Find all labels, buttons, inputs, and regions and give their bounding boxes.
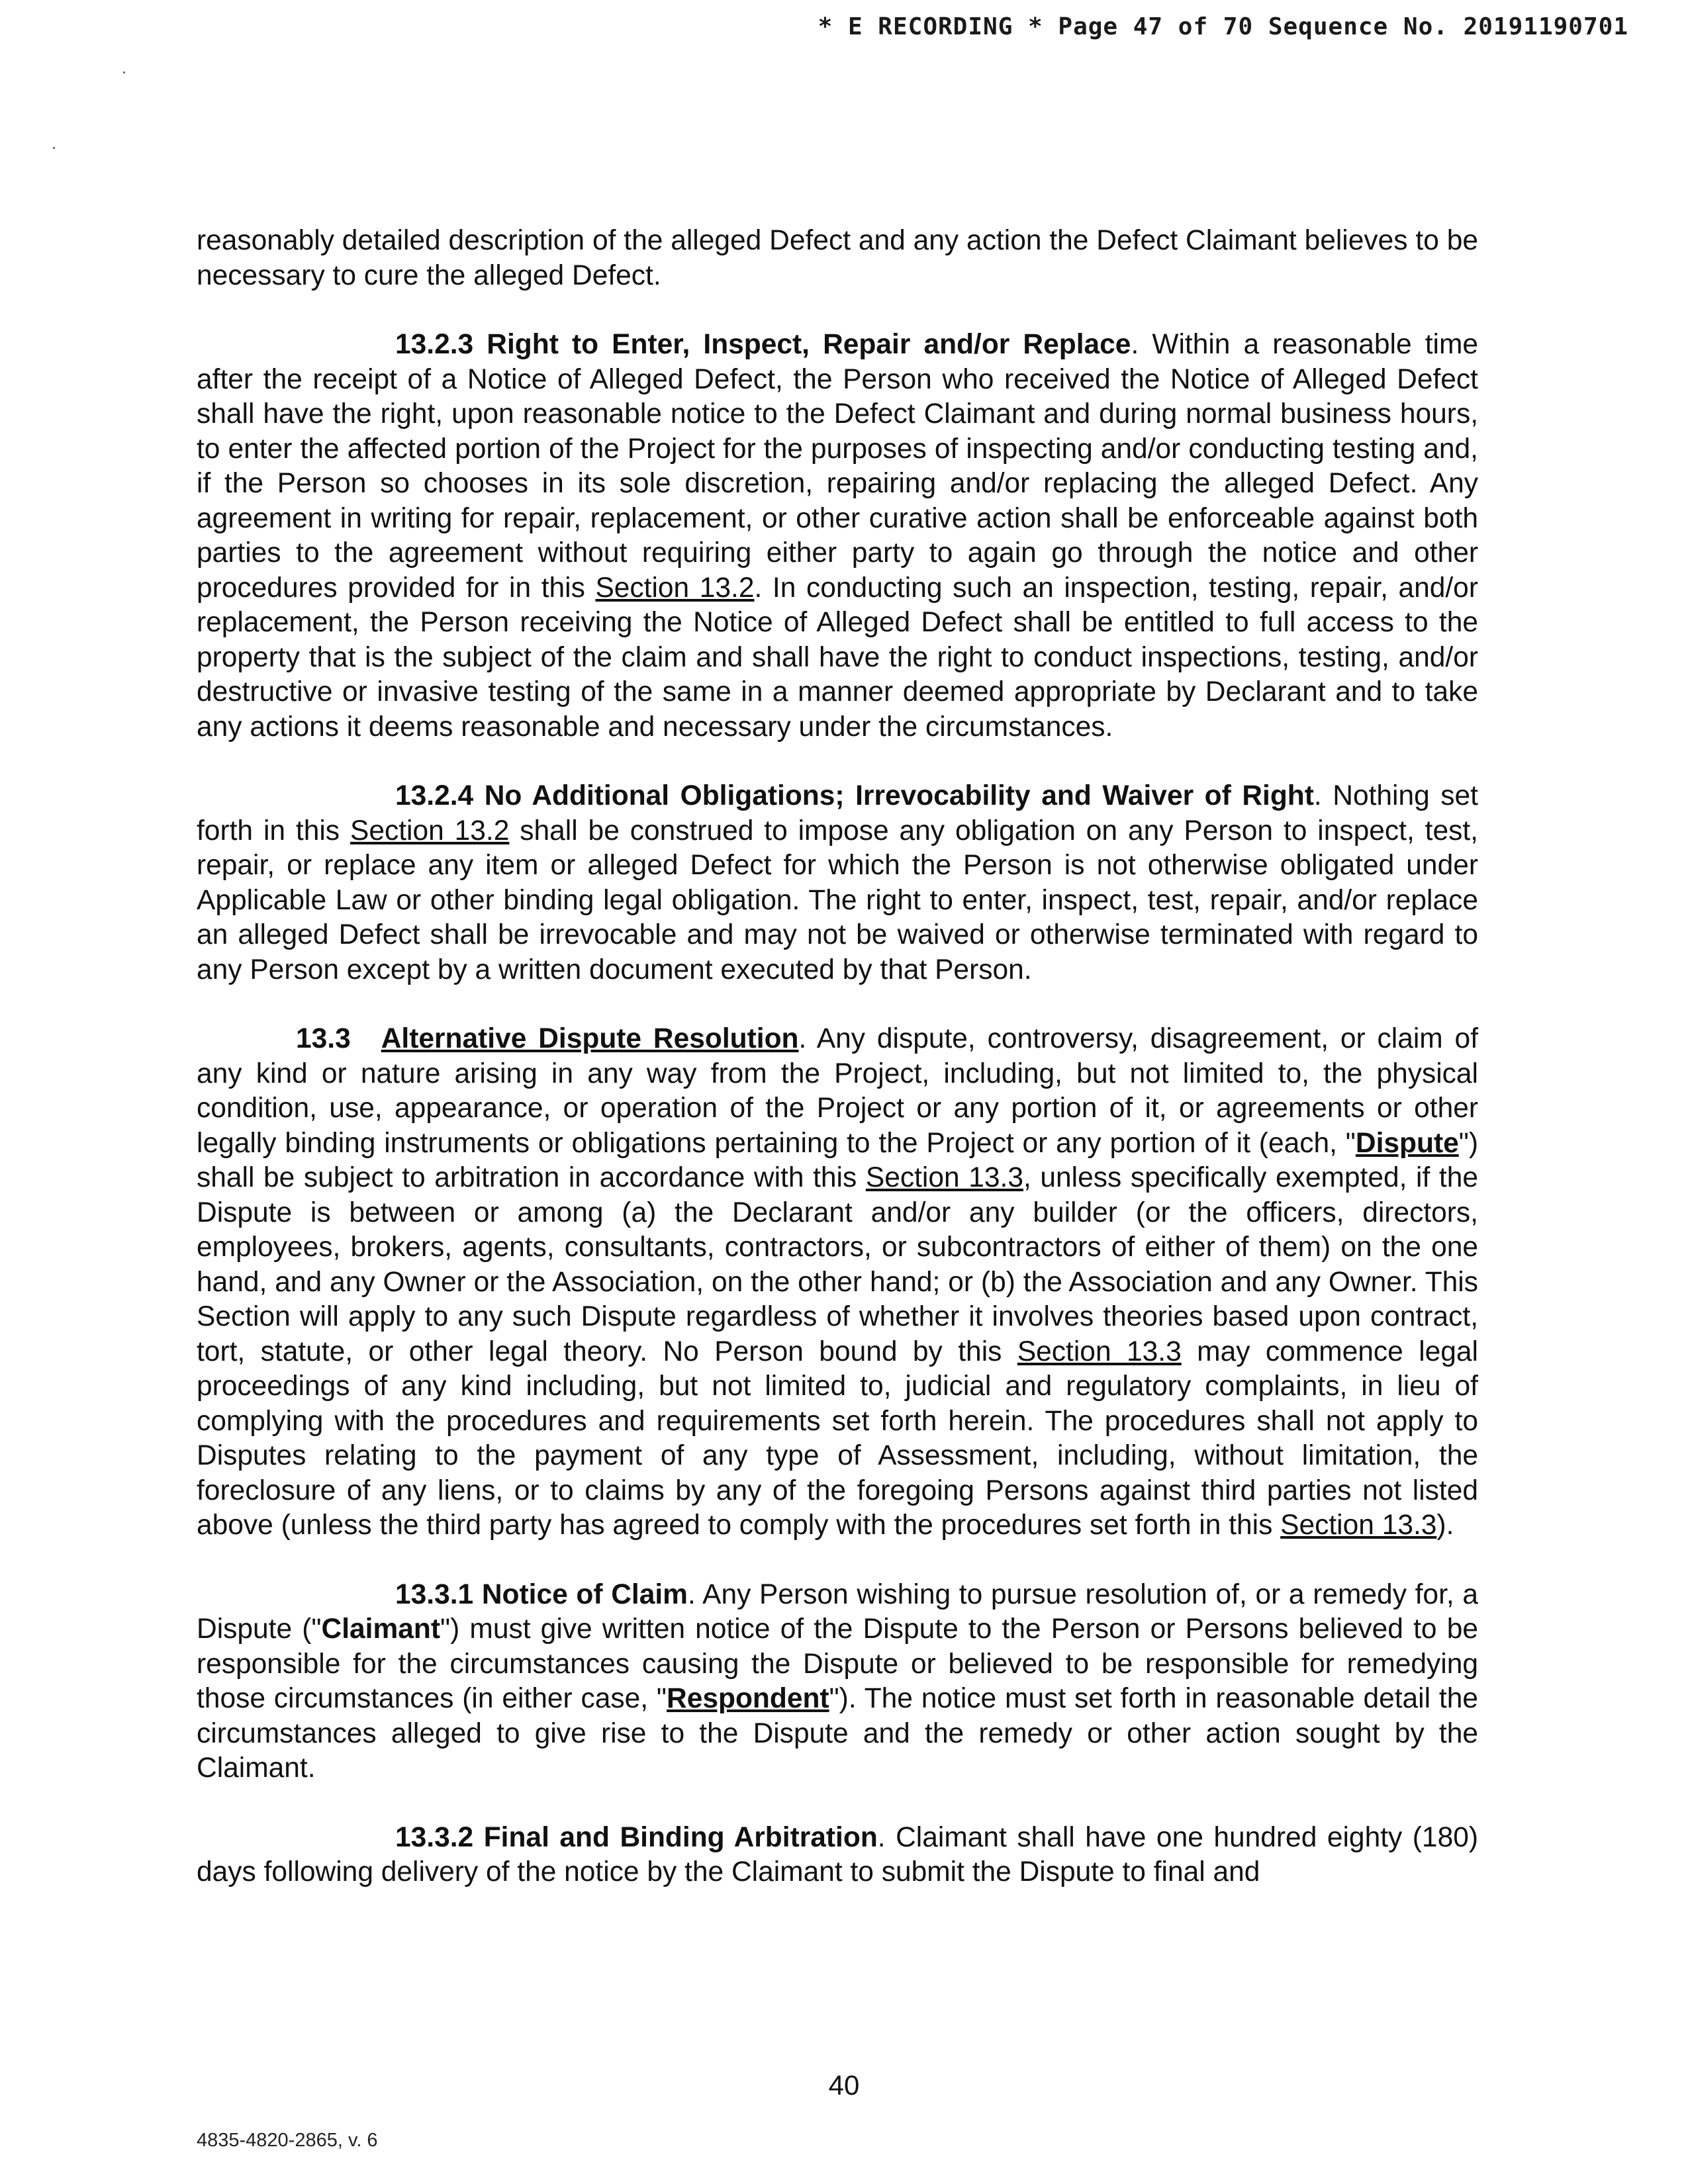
recording-header: * E RECORDING * Page 47 of 70 Sequence No. 20191190701 bbox=[818, 13, 1628, 40]
section-reference: Section 13.3 bbox=[1017, 1336, 1182, 1367]
document-body bbox=[197, 224, 1478, 1925]
section-text: . Claimant shall have one hundred eighty (180) days following delivery of the notice by the Claimant to submit the Dispute to final and bbox=[197, 1821, 1478, 1888]
section-text: ") shall be subject to arbitration in accordance with this bbox=[197, 1127, 1478, 1193]
defined-term: Respondent bbox=[667, 1683, 829, 1714]
section-number: 13.3.2 bbox=[395, 1821, 474, 1853]
defined-term: Dispute bbox=[1355, 1127, 1459, 1159]
section-reference: Section 13.3 bbox=[1280, 1510, 1437, 1541]
section-reference: Section 13.2 bbox=[350, 815, 510, 846]
scan-speck bbox=[53, 147, 55, 149]
section-number: 13.3 bbox=[296, 1023, 351, 1054]
scan-speck bbox=[123, 71, 125, 73]
section-title: Right to Enter, Inspect, Repair and/or Replace bbox=[487, 329, 1131, 360]
section-text: ") must give written notice of the Dispute to the Person or Persons believed to be responsible for the circumstances causing the Dispute or believed to be responsible for remedying those circumstances (in either case, " bbox=[197, 1614, 1478, 1714]
section-13-2-4 bbox=[197, 779, 1478, 987]
section-text: . Within a reasonable time after the receipt of a Notice of Alleged Defect, the Person who received the Notice of Alleged Defect shall have the right, upon reasonable notice to the Defect Claimant and during normal business hours, to enter the affected portion of the Project for the purposes of inspecting and/or conducting testing and, if the Person so chooses in its sole discretion, repairing and/or replacing the alleged Defect. Any agreement in writing for repair, replacement, or other curative action shall be enforceable against both parties to the agreement without requiring either party to again go through the notice and other procedures provided for in this bbox=[197, 329, 1478, 604]
section-text: . Nothing set forth in this bbox=[197, 780, 1478, 846]
section-text: may commence legal proceedings of any kind including, but not limited to, judicial and regulatory complaints, in lieu of complying with the procedures and requirements set forth herein. The procedures shall not apply to Disputes relating to the payment of any type of Assessment, including, without limitation, the foreclosure of any liens, or to claims by any of the foregoing Persons against third parties not listed above (unless the third party has agreed to comply with the procedures set forth in this bbox=[197, 1336, 1478, 1541]
section-reference: Section 13.2 bbox=[595, 572, 755, 604]
defined-term: Claimant bbox=[321, 1614, 440, 1645]
section-number: 13.2.3 bbox=[395, 329, 474, 360]
section-title: Alternative Dispute Resolution bbox=[381, 1023, 799, 1054]
section-13-3 bbox=[197, 1022, 1478, 1543]
section-13-2-3 bbox=[197, 328, 1478, 745]
paragraph-continued: reasonably detailed description of the alleged Defect and any action the Defect Claimant believes to be necessary to cure the alleged Defect. bbox=[197, 225, 1478, 291]
section-text: , unless specifically exempted, if the Dispute is between or among (a) the Declarant and/or any builder (or the officers, directors, employees, brokers, agents, consultants, contractors, or subcontractors of either of them) on the one hand, and any Owner or the Association, on the other hand; or (b) the Association and any Owner. This Section will apply to any such Dispute regardless of whether it involves theories based upon contract, tort, statute, or other legal theory. No Person bound by this bbox=[197, 1162, 1478, 1367]
page-number: 40 bbox=[828, 2070, 860, 2101]
section-text: . In conducting such an inspection, testing, repair, and/or replacement, the Person receiving the Notice of Alleged Defect shall be entitled to full access to the property that is the subject of the claim and shall have the right to conduct inspections, testing, and/or destructive or invasive testing of the same in a manner deemed appropriate by Declarant and to take any actions it deems reasonable and necessary under the circumstances. bbox=[197, 572, 1478, 743]
section-number: 13.3.1 bbox=[395, 1578, 474, 1610]
section-number: 13.2.4 bbox=[395, 780, 474, 811]
section-title: No Additional Obligations; Irrevocability and Waiver of Right bbox=[484, 780, 1314, 811]
section-13-3-2 bbox=[197, 1821, 1478, 1890]
section-text: . Any dispute, controversy, disagreement, or claim of any kind or nature arising in any way from the Project, including, but not limited to, the physical condition, use, appearance, or operation of the Project or any portion of it, or agreements or other legally binding instruments or obligations pertaining to the Project or any portion of it (each, " bbox=[197, 1023, 1478, 1159]
section-text: . Any Person wishing to pursue resolution of, or a remedy for, a Dispute (" bbox=[197, 1578, 1479, 1645]
section-13-3-1 bbox=[197, 1578, 1478, 1786]
section-reference: Section 13.3 bbox=[865, 1162, 1023, 1193]
section-title: Notice of Claim bbox=[481, 1578, 688, 1610]
section-text: ). bbox=[1436, 1510, 1454, 1541]
document-id: 4835-4820-2865, v. 6 bbox=[197, 2130, 378, 2151]
section-title: Final and Binding Arbitration bbox=[483, 1821, 878, 1853]
section-text: "). The notice must set forth in reasonable detail the circumstances alleged to give rise to the Dispute and the remedy or other action sought by the Claimant. bbox=[197, 1683, 1478, 1784]
section-text: shall be construed to impose any obligation on any Person to inspect, test, repair, or replace any item or alleged Defect for which the Person is not otherwise obligated under Applicable Law or other binding legal obligation. The right to enter, inspect, test, repair, and/or replace an alleged Defect shall be irrevocable and may not be waived or otherwise terminated with regard to any Person except by a written document executed by that Person. bbox=[197, 815, 1478, 985]
